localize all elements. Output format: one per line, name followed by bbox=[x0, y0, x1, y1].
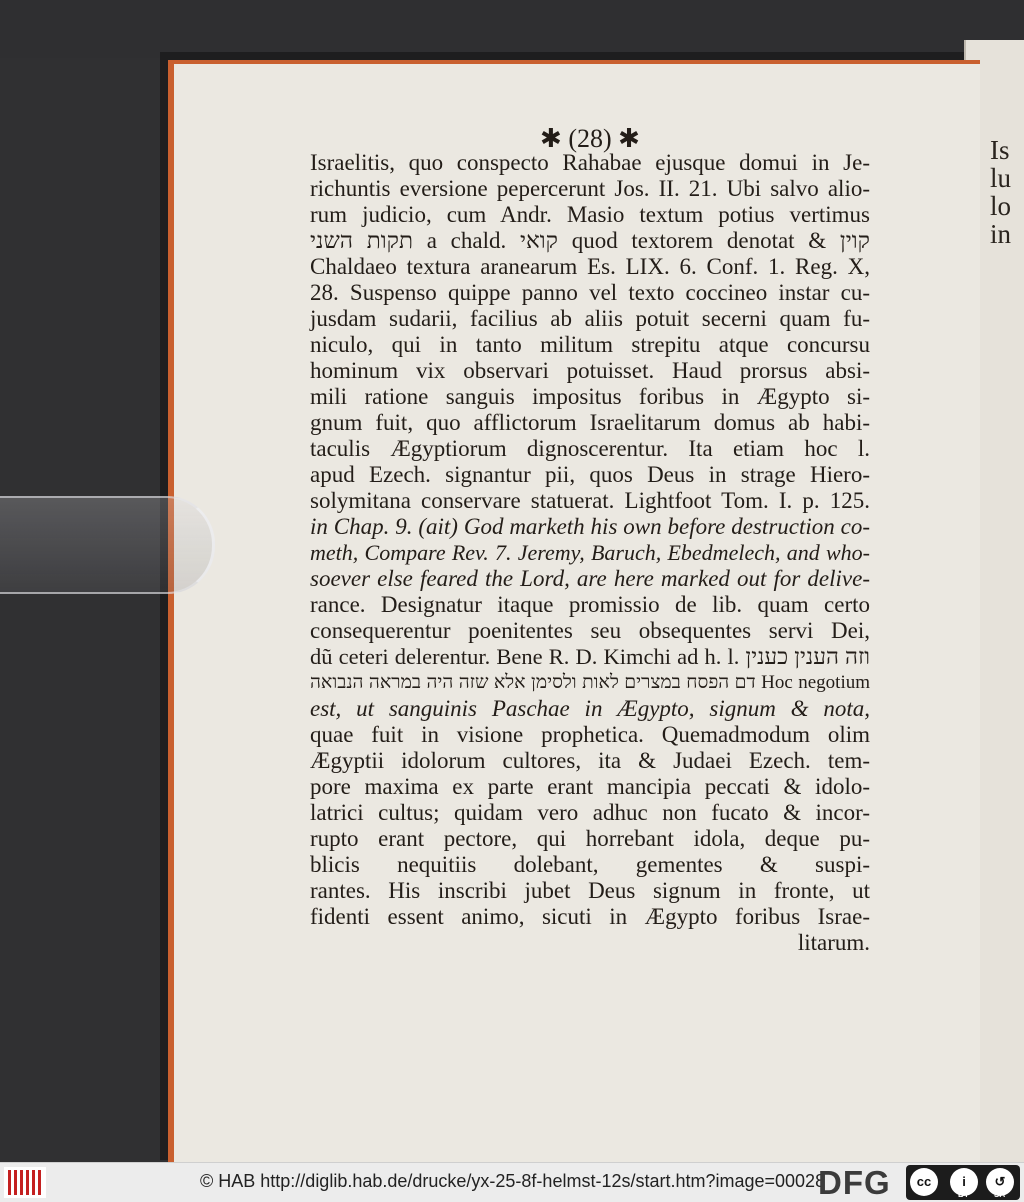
cc-icon: cc bbox=[910, 1168, 938, 1196]
text-line: consequerentur poenitentes seu obsequentes servi Dei, bbox=[310, 618, 870, 643]
barcode-icon bbox=[4, 1167, 46, 1198]
text-line: est, ut sanguinis Paschae in Ægypto, signum & nota, bbox=[310, 696, 870, 721]
text-line: richuntis eversione pepercerunt Jos. II. 21. Ubi salvo alio- bbox=[310, 176, 870, 201]
license-by-label: BY bbox=[958, 1190, 970, 1199]
text-line: quae fuit in visione prophetica. Quemadmodum olim bbox=[310, 722, 870, 747]
text-line: pore maxima ex parte erant mancipia peccati & idolo- bbox=[310, 774, 870, 799]
text-line: rupto erant pectore, qui horrebant idola, deque pu- bbox=[310, 826, 870, 851]
text-line: Chaldaeo textura aranearum Es. LIX. 6. Conf. 1. Reg. X, bbox=[310, 254, 870, 279]
text-line: litarum. bbox=[797, 930, 870, 955]
text-line: דם הפסח במצרים לאות ולסימן אלא שזה היה במראה הנבואה Hoc negotium bbox=[310, 672, 870, 693]
text-line: gnum fuit, quo afflictorum Israelitarum domus ab habi- bbox=[310, 410, 870, 435]
share-alike-icon: ↺ bbox=[986, 1168, 1014, 1196]
text-line: soever else feared the Lord, are here marked out for delive- bbox=[310, 566, 870, 591]
text-line: apud Ezech. signantur pii, quos Deus in strage Hiero- bbox=[310, 462, 870, 487]
page-holder-clip bbox=[0, 496, 215, 594]
text-line: תקות השני a chald. קואי quod textorem denotat & קוין bbox=[310, 228, 870, 253]
text-line: jusdam sudarii, facilius ab aliis potuit secerni quam fu- bbox=[310, 306, 870, 331]
text-line: Israelitis, quo conspecto Rahabae ejusque domui in Je- bbox=[310, 150, 870, 175]
facing-page-text: Is lu lo in bbox=[990, 135, 1012, 249]
text-line: fidenti essent animo, sicuti in Ægypto foribus Israe- bbox=[310, 904, 870, 929]
text-line: niculo, qui in tanto militum strepitu atque concursu bbox=[310, 332, 870, 357]
text-line: rance. Designatur itaque promissio de lib. quam certo bbox=[310, 592, 870, 617]
text-line: blicis nequitiis dolebant, gementes & suspi- bbox=[310, 852, 870, 877]
text-line: hominum vix observari potuisset. Haud prorsus absi- bbox=[310, 358, 870, 383]
footer-bar bbox=[0, 1162, 1024, 1202]
text-line: rum judicio, cum Andr. Masio textum potius vertimus bbox=[310, 202, 870, 227]
text-line: solymitana conservare statuerat. Lightfoot Tom. I. p. 125. bbox=[310, 488, 870, 513]
text-line: meth, Compare Rev. 7. Jeremy, Baruch, Ebedmelech, and who- bbox=[310, 540, 870, 565]
dfg-logo: DFG bbox=[818, 1164, 891, 1201]
text-line: in Chap. 9. (ait) God marketh his own before destruction co- bbox=[310, 514, 870, 539]
license-sa-label: SA bbox=[994, 1190, 1006, 1199]
copyright-link[interactable]: © HAB http://diglib.hab.de/drucke/yx-25-8f-helmst-12s/start.htm?image=00028 bbox=[200, 1171, 826, 1191]
page-text-block bbox=[310, 150, 870, 956]
text-line: Ægyptii idolorum cultores, ita & Judaei Ezech. tem- bbox=[310, 748, 870, 773]
text-line: rantes. His inscribi jubet Deus signum in fronte, ut bbox=[310, 878, 870, 903]
text-line: dũ ceteri delerentur. Bene R. D. Kimchi ad h. l. וזה הענין כענין bbox=[310, 644, 871, 669]
text-line: taculis Ægyptiorum dignoscerentur. Ita etiam hoc l. bbox=[310, 436, 870, 461]
scanner-background-top bbox=[0, 0, 1024, 58]
license-badge[interactable] bbox=[906, 1165, 1020, 1200]
text-line: mili ratione sanguis impositus foribus in Ægypto si- bbox=[310, 384, 870, 409]
text-line: latrici cultus; quidam vero adhuc non fucato & incor- bbox=[310, 800, 870, 825]
attribution-icon: i bbox=[950, 1168, 978, 1196]
text-line: 28. Suspenso quippe panno vel texto coccineo instar cu- bbox=[310, 280, 870, 305]
page-number-header: ✱ (28) ✱ bbox=[540, 124, 640, 153]
